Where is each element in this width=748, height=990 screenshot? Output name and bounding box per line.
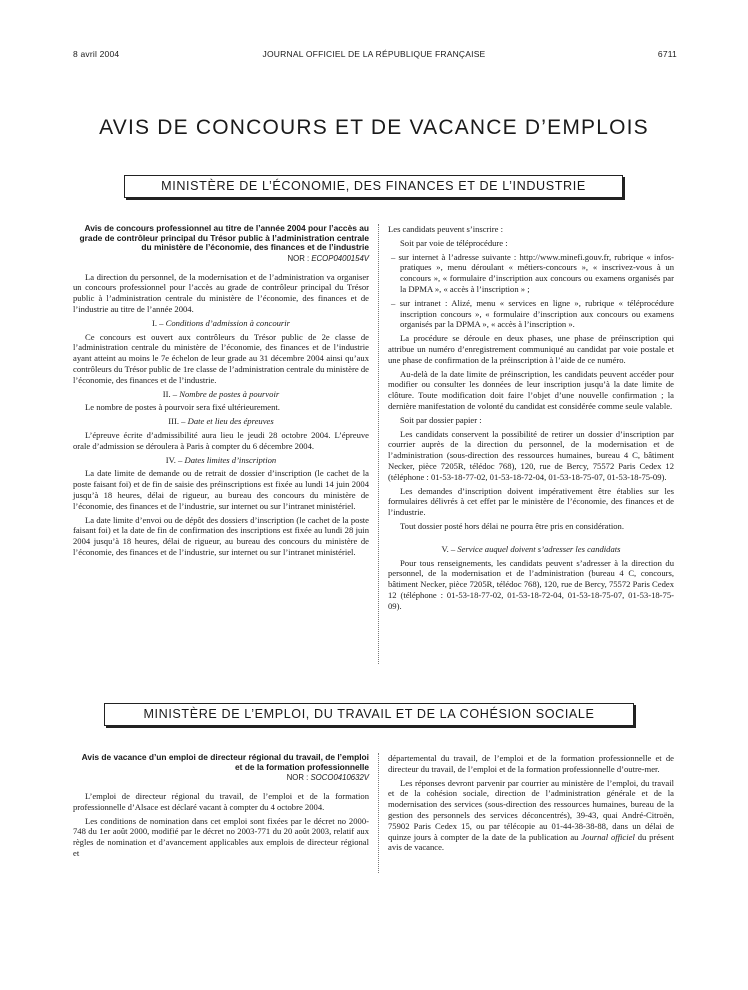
- responses-text: Les réponses devront parvenir par courrier au ministère de l’emploi, du travail et de la cohésion sociale, direction de l’administration générale et de la modernisation des services (sous-direction des ressources humaines, bureau de la gestion des personnels des services déconcentrés), 39-43, quai André-Citroën, 75902 Paris Cedex 15, ou par télécopie au 01-44-38-38-88, dans un délai de quinze jours à compter de la date de la publication au: [388, 777, 674, 842]
- section-5-heading: [388, 544, 674, 555]
- section-3-heading: [73, 416, 369, 427]
- column-divider: [378, 753, 379, 873]
- article-concours-title: Avis de concours professionnel au titre de l’année 2004 pour l’accès au grade de contrôleur principal du Trésor public à l’administration centrale du ministère de l’économie, des finances et de l’industrie: [79, 223, 369, 253]
- section-5-title: Service auquel doivent s’adresser les candidats: [457, 543, 621, 554]
- section-1-number: I. –: [152, 317, 164, 328]
- article-concours-left-column: [73, 224, 369, 561]
- section-3-title: Date et lieu des épreuves: [187, 416, 274, 427]
- article-vacance-continuation: départemental du travail, de l’emploi et de la formation professionnelle et de directeur du travail, de l’emploi et de la formation professionnelle d’outre-mer.: [388, 753, 674, 774]
- article-vacance-responses: [388, 778, 674, 854]
- inscription-deadline-note: Tout dossier posté hors délai ne pourra être pris en considération.: [400, 520, 624, 531]
- header-journal-title: JOURNAL OFFICIEL DE LA RÉPUBLIQUE FRANÇAISE: [262, 49, 486, 59]
- responses-text-end: du présent avis de vacance.: [388, 831, 674, 853]
- article-concours-intro: La direction du personnel, de la modernisation et de l’administration va organiser un concours professionnel pour l’accès au grade de contrôleur principal du Trésor public à l’administration centrale du ministère de l’économie, des finances et de l’industrie au titre de l’année 2004.: [73, 271, 369, 314]
- journal-officiel-reference: Journal officiel: [581, 831, 635, 842]
- section-4-paragraph-1: La date limite de demande ou de retrait de dossier d’inscription (le cachet de la poste faisant foi) et de fin de saisie des préinscriptions est fixée au lundi 14 juin 2004 jusqu’à 18 heures, délai de rigueur, au bureau des concours du ministère de l’économie, des finances et de l’industrie, sur internet ou sur l’intranet ministériel.: [73, 468, 369, 511]
- section-4-heading: [73, 455, 369, 466]
- inscription-paper-heading: Soit par dossier papier :: [400, 414, 482, 425]
- section-3-text: L’épreuve écrite d’admissibilité aura lieu le jeudi 28 octobre 2004. L’épreuve orale d’admission se déroulera à Paris à compter du 6 décembre 2004.: [73, 429, 369, 451]
- section-2-text: Le nombre de postes à pourvoir sera fixé ultérieurement.: [85, 402, 280, 413]
- section-4-title: Dates limites d’inscription: [184, 454, 277, 465]
- article-concours-nor: [73, 254, 369, 265]
- section-5-text: Pour tous renseignements, les candidats peuvent s’adresser à la direction du personnel, de la modernisation et de l’administration (bureau 4 C, concours, bâtiment Necker, pièce 7205R, télédoc 768), 120, rue de Bercy, 75572 Paris Cedex 12 (téléphone : 01-53-18-77-02, 01-53-18-72-04, 01-53-18-75-07, 01-53-18-75-09).: [388, 557, 674, 611]
- nor-code: SOCO0410632V: [310, 773, 369, 783]
- article-concours-right-column: [388, 224, 674, 615]
- inscription-intro: Les candidats peuvent s’inscrire :: [388, 224, 504, 234]
- section-4-number: IV. –: [165, 454, 183, 465]
- ministry-economy-banner: [124, 175, 623, 198]
- section-1-text: Ce concours est ouvert aux contrôleurs du Trésor public de 2e classe de l’administration centrale du ministère de l’économie, des finances et de l’industrie ayant atteint au moins le 7e échelon de leur grade au 31 décembre 2004 ainsi qu’aux contrôleurs du Trésor public de 1re classe de l’administration centrale du ministère de l’économie, des finances et de l’industrie.: [73, 331, 369, 385]
- article-vacance-paragraph-1: L’emploi de directeur régional du travail, de l’emploi et de la formation professionnelle d’Alsace est déclaré vacant à compter du 4 octobre 2004.: [73, 790, 369, 812]
- article-vacance-title: Avis de vacance d’un emploi de directeur régional du travail, de l’emploi et de la formation professionnelle: [81, 752, 369, 772]
- section-2-number: II. –: [162, 388, 178, 399]
- ministry-economy-name: MINISTÈRE DE L’ÉCONOMIE, DES FINANCES ET DE L’INDUSTRIE: [161, 179, 586, 193]
- inscription-intranet-item: – sur intranet : Alizé, menu « services en ligne », rubrique « téléprocédure inscription concours », « formulaire d’inscription aux concours ou examens organisés par la DPMA », « accès à l’inscription ».: [391, 297, 674, 330]
- section-1-title: Conditions d’admission à concourir: [165, 317, 290, 328]
- ministry-employment-name: MINISTÈRE DE L’EMPLOI, DU TRAVAIL ET DE LA COHÉSION SOCIALE: [143, 707, 595, 721]
- nor-code: ECOP0400154V: [311, 253, 369, 263]
- ministry-employment-banner: [104, 703, 634, 726]
- section-2-title: Nombre de postes à pourvoir: [179, 388, 280, 399]
- inscription-forms: Les demandes d’inscription doivent impérativement être établies sur les formulaires délivrés à cet effet par le ministère de l’économie, des finances et de l’industrie.: [388, 485, 674, 518]
- article-vacance-paragraph-2: Les conditions de nomination dans cet emploi sont fixées par le décret no 2000-748 du 1er août 2000, modifié par le décret no 2003-771 du 20 août 2003, relatif aux règles de nomination et d’avancement applicables aux emplois de directeur régional et: [73, 815, 369, 858]
- article-vacance-right-column: [388, 753, 674, 856]
- inscription-paper-text: Les candidats conservent la possibilité de retirer un dossier d’inscription par courrier auprès de la direction du personnel, de la modernisation et de l’administration (sous-direction des ressources humaines, bureau 4 C, bâtiment Necker, pièce 7205R, télédoc 768), 120, rue de Bercy, 75572 Paris Cedex 12 (téléphone : 01-53-18-77-02, 01-53-18-72-04, 01-53-18-75-07, 01-53-18-75-09).: [388, 428, 674, 482]
- section-4-paragraph-2: La date limite d’envoi ou de dépôt des dossiers d’inscription (le cachet de la poste faisant foi) et la date de fin de confirmation des inscriptions est fixée au lundi 28 juin 2004 jusqu’à 18 heures, délai de rigueur, au bureau des concours du ministère de l’économie, des finances et de l’industrie, sur internet ou sur l’intranet ministériel.: [73, 514, 369, 557]
- nor-prefix: NOR :: [287, 253, 312, 263]
- inscription-teleprocedure: Soit par voie de téléprocédure :: [400, 237, 508, 248]
- nor-prefix: NOR :: [286, 773, 311, 783]
- inscription-procedure: La procédure se déroule en deux phases, une phase de préinscription qui attribue un numéro d’enregistrement communiqué au candidat par voie postale et une phase de confirmation de la préinscription à l’aide de ce numéro.: [388, 333, 674, 365]
- page-title: AVIS DE CONCOURS ET DE VACANCE D’EMPLOIS: [99, 116, 649, 139]
- header-page-number: 6711: [657, 49, 677, 59]
- section-5-number: V. –: [441, 543, 456, 554]
- inscription-modification: Au-delà de la date limite de préinscription, les candidats peuvent accéder pour modifier ou consulter les données de leur inscription jusqu’à la date limite de clôture. Toute modification doit faire l’objet d’une nouvelle confirmation ; la dernière manifestation de volonté du candidat est considérée comme seule valable.: [388, 368, 674, 411]
- header-date: 8 avril 2004: [73, 49, 120, 59]
- column-divider: [378, 224, 379, 664]
- article-vacance-nor: [73, 773, 369, 784]
- section-2-heading: [73, 389, 369, 400]
- section-3-number: III. –: [168, 416, 186, 427]
- section-1-heading: [73, 318, 369, 329]
- article-vacance-left-column: [73, 753, 369, 862]
- inscription-internet-item: – sur internet à l’adresse suivante : http://www.minefi.gouv.fr, rubrique « infos-pratiques », menu déroulant « métiers-concours », « inscrivez-vous à un concours », « formulaire d’inscription aux concours ou examens organisés par la DPMA », « accès à l’inscription » ;: [391, 251, 674, 294]
